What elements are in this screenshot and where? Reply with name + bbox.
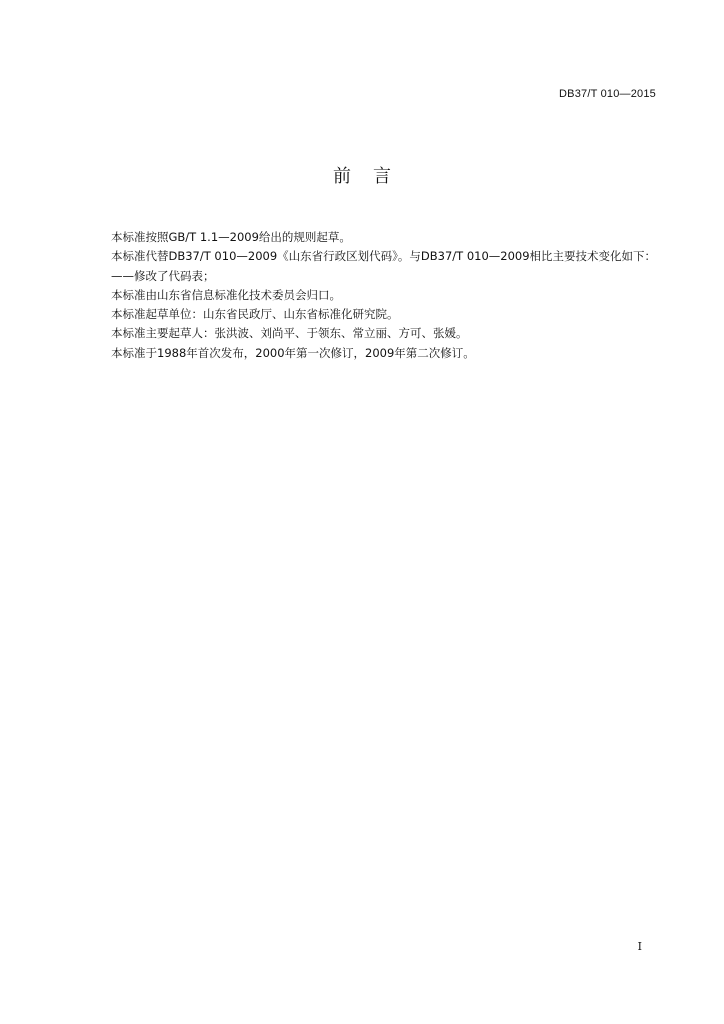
title-char-1: 前 xyxy=(333,166,351,187)
page-title xyxy=(0,162,724,188)
paragraph-replacement: 本标准代替DB37/T 010—2009《山东省行政区划代码》。与DB37/T 010—2009相比主要技术变化如下： xyxy=(111,249,657,264)
paragraph-change-item: ——修改了代码表； xyxy=(111,268,215,283)
paragraph-main-drafters: 本标准主要起草人：张洪波、刘尚平、于领东、常立丽、方可、张媛。 xyxy=(111,326,468,341)
paragraph-drafting-units: 本标准起草单位：山东省民政厅、山东省标准化研究院。 xyxy=(111,307,399,322)
page-number: I xyxy=(637,940,642,953)
title-char-2: 言 xyxy=(373,166,391,187)
standard-code: DB37/T 010—2015 xyxy=(559,88,656,100)
foreword-body xyxy=(88,228,663,363)
paragraph-centralized-by: 本标准由山东省信息标准化技术委员会归口。 xyxy=(111,287,341,302)
paragraph-release-history: 本标准于1988年首次发布，2000年第一次修订，2009年第二次修订。 xyxy=(111,345,475,360)
paragraph-drafting-rules: 本标准按照GB/T 1.1—2009给出的规则起草。 xyxy=(111,230,351,244)
